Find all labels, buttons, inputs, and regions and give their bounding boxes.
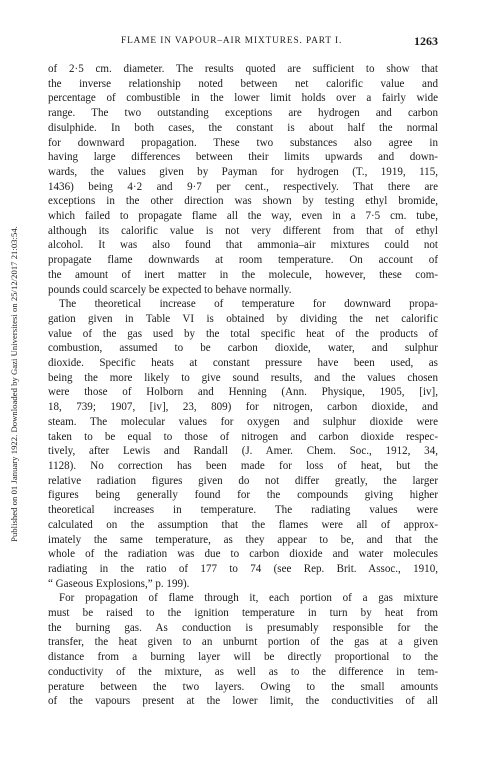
text-line: although its calorific value is not very different from that of ethyl [48, 224, 438, 237]
text-line: the amount of inert matter in the molecule, however, these com- [48, 268, 438, 281]
download-watermark-note: Published on 01 January 1922. Downloaded by Gazi Universitesi on 25/12/2017 21:03:54. [9, 226, 19, 542]
text-line: calculated on the assumption that the flames were all of approx- [48, 518, 438, 531]
paragraph-1 [48, 62, 438, 297]
text-line: theoretical increases in temperature. The radiating values were [48, 504, 438, 517]
text-line: range. The two outstanding exceptions are hydrogen and carbon [48, 107, 438, 120]
text-line: must be raised to the ignition temperature in turn by heat from [48, 607, 438, 620]
text-line: perature between the two layers. Owing to the small amounts [48, 680, 438, 693]
paragraph-2 [48, 297, 438, 591]
text-line: percentage of combustible in the lower limit holds over a fairly wide [48, 92, 438, 105]
text-line: radiating in the ratio of 177 to 74 (see Rep. Brit. Assoc., 1910, [48, 562, 438, 575]
text-line: The theoretical increase of temperature for downward propa- [59, 298, 438, 311]
text-line: alcohol. It was also found that ammonia–air mixtures could not [48, 239, 438, 252]
page-number: 1263 [414, 34, 438, 48]
text-line: wards, the values given by Payman for hydrogen (T., 1919, 115, [48, 165, 438, 178]
text-line: being the more likely to give sound results, and the values chosen [48, 371, 438, 384]
text-line: taken to be equal to those of nitrogen and carbon dioxide respec- [48, 430, 438, 443]
text-line: distance from a burning layer will be directly proportional to the [48, 651, 438, 664]
text-line: conductivity of the mixture, as well as to the difference in tem- [48, 665, 438, 678]
text-line: propagate flame downwards at room temperature. On account of [48, 254, 438, 267]
text-line: steam. The molecular values for oxygen and sulphur dioxide were [48, 415, 438, 428]
text-line: value of the gas used by the total specific heat of the products of [48, 327, 438, 340]
text-line: the inverse relationship noted between net calorific value and [48, 77, 438, 90]
text-line: of 2·5 cm. diameter. The results quoted are sufficient to show that [48, 63, 438, 75]
text-line: of the vapours present at the lower limit, the conductivities of all [48, 695, 438, 708]
text-line: dioxide. Specific heats at constant pressure have been used, as [48, 357, 438, 370]
text-line: imately the same temperature, as they appear to be, and that the [48, 533, 438, 546]
text-line: transfer, the heat given to an unburnt portion of the gas at a given [48, 636, 438, 649]
text-line: having large differences between their limits upwards and down- [48, 151, 438, 164]
text-line: whole of the radiation was due to carbon dioxide and water molecules [48, 548, 438, 561]
text-line: gation given in Table VI is obtained by dividing the net calorific [48, 312, 438, 325]
text-line: 1128). No correction has been made for loss of heat, but the [48, 459, 438, 472]
text-line: relative radiation figures given do not differ greatly, the larger [48, 474, 438, 487]
running-title: FLAME IN VAPOUR–AIR MIXTURES. PART I. [121, 36, 343, 46]
text-line: pounds could scarcely be expected to behave normally. [48, 283, 292, 296]
text-line: which failed to propagate flame all the way, even in a 7·5 cm. tube, [48, 210, 438, 223]
text-line: 18, 739; 1907, [iv], 23, 809) for nitrogen, carbon dioxide, and [48, 401, 438, 414]
text-line: tively, after Lewis and Randall (J. Amer. Chem. Soc., 1912, 34, [48, 445, 438, 458]
text-line: 1436) being 4·2 and 9·7 per cent., respectively. That there are [48, 180, 438, 193]
text-line: the burning gas. As conduction is presumably responsible for the [48, 621, 438, 634]
text-line: exceptions in the other direction was shown by testing ethyl bromide, [48, 195, 438, 208]
text-line: were those of Holborn and Henning (Ann. Physique, 1905, [iv], [48, 386, 438, 399]
text-line: figures being generally found for the compounds giving higher [48, 489, 438, 502]
text-line: combustion, assumed to be carbon dioxide, water, and sulphur [48, 342, 438, 355]
article-body [48, 62, 438, 709]
paragraph-3 [48, 591, 438, 709]
text-line: for downward propagation. These two substances also agree in [48, 136, 438, 149]
text-line: For propagation of flame through it, each portion of a gas mixture [59, 592, 438, 605]
text-line: “ Gaseous Explosions,” p. 199). [48, 577, 190, 590]
text-line: disulphide. In both cases, the constant is about half the normal [48, 121, 438, 134]
